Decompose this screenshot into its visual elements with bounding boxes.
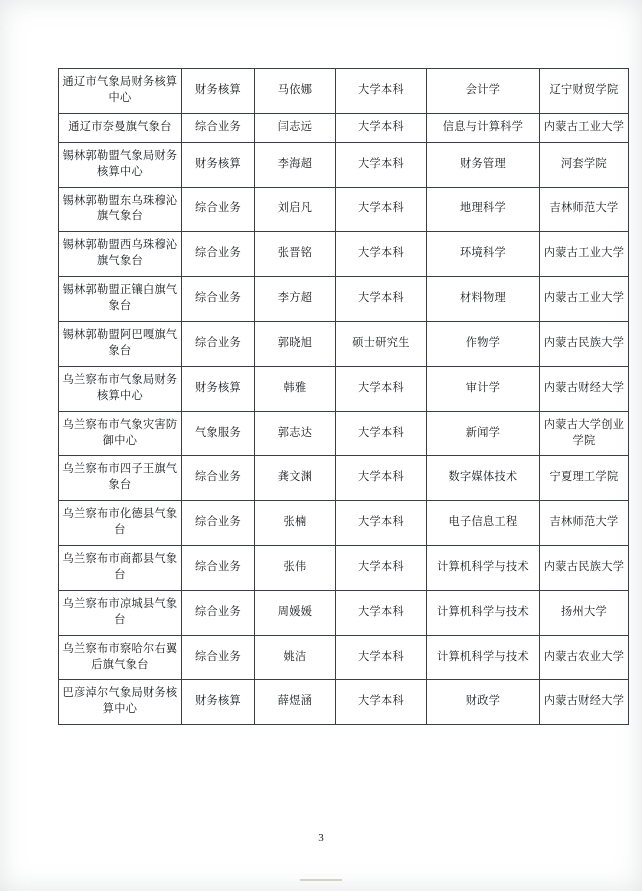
cell-post: 气象服务 — [182, 411, 255, 456]
cell-unit: 锡林郭勒盟正镶白旗气象台 — [59, 277, 182, 322]
cell-post: 财务核算 — [182, 69, 255, 114]
cell-unit: 乌兰察布市气象灾害防御中心 — [59, 411, 182, 456]
table-row — [59, 232, 629, 277]
table-row — [59, 113, 629, 142]
cell-school: 内蒙古民族大学 — [540, 321, 629, 366]
cell-name: 张晋铭 — [255, 232, 336, 277]
cell-post: 综合业务 — [182, 277, 255, 322]
cell-major: 财务管理 — [427, 142, 540, 187]
cell-post: 综合业务 — [182, 321, 255, 366]
table-row — [59, 501, 629, 546]
cell-name: 韩雅 — [255, 366, 336, 411]
cell-unit: 乌兰察布市察哈尔右翼后旗气象台 — [59, 635, 182, 680]
cell-degree: 大学本科 — [336, 142, 427, 187]
cell-unit: 乌兰察布市凉城县气象台 — [59, 590, 182, 635]
table-row — [59, 277, 629, 322]
cell-major: 地理科学 — [427, 187, 540, 232]
cell-name: 闫志远 — [255, 113, 336, 142]
cell-name: 周媛媛 — [255, 590, 336, 635]
cell-post: 财务核算 — [182, 366, 255, 411]
personnel-table — [58, 68, 629, 725]
cell-name: 郭志达 — [255, 411, 336, 456]
cell-school: 扬州大学 — [540, 590, 629, 635]
cell-unit: 锡林郭勒盟气象局财务核算中心 — [59, 142, 182, 187]
cell-unit: 乌兰察布市气象局财务核算中心 — [59, 366, 182, 411]
cell-post: 综合业务 — [182, 590, 255, 635]
cell-major: 计算机科学与技术 — [427, 546, 540, 591]
table-row — [59, 635, 629, 680]
table-row — [59, 366, 629, 411]
cell-name: 龚文渊 — [255, 456, 336, 501]
cell-degree: 大学本科 — [336, 590, 427, 635]
cell-degree: 大学本科 — [336, 546, 427, 591]
cell-degree: 大学本科 — [336, 113, 427, 142]
cell-degree: 大学本科 — [336, 411, 427, 456]
table-row — [59, 187, 629, 232]
cell-major: 信息与计算科学 — [427, 113, 540, 142]
cell-major: 电子信息工程 — [427, 501, 540, 546]
cell-post: 综合业务 — [182, 113, 255, 142]
cell-school: 河套学院 — [540, 142, 629, 187]
cell-unit: 锡林郭勒盟西乌珠穆沁旗气象台 — [59, 232, 182, 277]
cell-major: 材料物理 — [427, 277, 540, 322]
cell-school: 内蒙古民族大学 — [540, 546, 629, 591]
cell-unit: 锡林郭勒盟阿巴嘎旗气象台 — [59, 321, 182, 366]
cell-name: 李海超 — [255, 142, 336, 187]
cell-post: 财务核算 — [182, 142, 255, 187]
cell-unit: 通辽市气象局财务核算中心 — [59, 69, 182, 114]
cell-post: 综合业务 — [182, 546, 255, 591]
cell-major: 财政学 — [427, 680, 540, 725]
cell-name: 张伟 — [255, 546, 336, 591]
cell-major: 计算机科学与技术 — [427, 590, 540, 635]
cell-major: 审计学 — [427, 366, 540, 411]
table-container — [58, 68, 625, 725]
cell-unit: 锡林郭勒盟东乌珠穆沁旗气象台 — [59, 187, 182, 232]
page-number: 3 — [318, 832, 324, 844]
cell-school: 宁夏理工学院 — [540, 456, 629, 501]
cell-major: 环境科学 — [427, 232, 540, 277]
cell-school: 内蒙古农业大学 — [540, 635, 629, 680]
cell-degree: 大学本科 — [336, 366, 427, 411]
table-row — [59, 411, 629, 456]
cell-degree: 大学本科 — [336, 501, 427, 546]
cell-school: 吉林师范大学 — [540, 187, 629, 232]
table-body — [59, 69, 629, 725]
cell-degree: 硕士研究生 — [336, 321, 427, 366]
cell-name: 李方超 — [255, 277, 336, 322]
cell-school: 内蒙古工业大学 — [540, 232, 629, 277]
cell-degree: 大学本科 — [336, 456, 427, 501]
table-row — [59, 69, 629, 114]
cell-name: 刘启凡 — [255, 187, 336, 232]
cell-name: 姚洁 — [255, 635, 336, 680]
cell-major: 会计学 — [427, 69, 540, 114]
cell-school: 内蒙古财经大学 — [540, 366, 629, 411]
cell-name: 郭晓旭 — [255, 321, 336, 366]
cell-post: 综合业务 — [182, 187, 255, 232]
cell-school: 内蒙古大学创业学院 — [540, 411, 629, 456]
cell-unit: 乌兰察布市商都县气象台 — [59, 546, 182, 591]
cell-major: 数字媒体技术 — [427, 456, 540, 501]
cell-school: 内蒙古工业大学 — [540, 277, 629, 322]
cell-degree: 大学本科 — [336, 680, 427, 725]
cell-name: 马依娜 — [255, 69, 336, 114]
cell-post: 综合业务 — [182, 232, 255, 277]
cell-name: 薛煜涵 — [255, 680, 336, 725]
cell-unit: 巴彦淖尔气象局财务核算中心 — [59, 680, 182, 725]
cell-name: 张楠 — [255, 501, 336, 546]
cell-degree: 大学本科 — [336, 187, 427, 232]
cell-school: 吉林师范大学 — [540, 501, 629, 546]
cell-unit: 乌兰察布市化德县气象台 — [59, 501, 182, 546]
table-row — [59, 546, 629, 591]
table-row — [59, 321, 629, 366]
cell-degree: 大学本科 — [336, 277, 427, 322]
cell-unit: 乌兰察布市四子王旗气象台 — [59, 456, 182, 501]
table-row — [59, 680, 629, 725]
table-row — [59, 142, 629, 187]
cell-post: 综合业务 — [182, 635, 255, 680]
cell-major: 新闻学 — [427, 411, 540, 456]
cell-major: 计算机科学与技术 — [427, 635, 540, 680]
cell-degree: 大学本科 — [336, 635, 427, 680]
cell-school: 内蒙古财经大学 — [540, 680, 629, 725]
table-row — [59, 590, 629, 635]
cell-post: 综合业务 — [182, 501, 255, 546]
cell-school: 内蒙古工业大学 — [540, 113, 629, 142]
cell-unit: 通辽市奈曼旗气象台 — [59, 113, 182, 142]
cell-degree: 大学本科 — [336, 232, 427, 277]
cell-school: 辽宁财贸学院 — [540, 69, 629, 114]
cell-post: 财务核算 — [182, 680, 255, 725]
cell-degree: 大学本科 — [336, 69, 427, 114]
cell-major: 作物学 — [427, 321, 540, 366]
table-row — [59, 456, 629, 501]
cell-post: 综合业务 — [182, 456, 255, 501]
footer-mark — [300, 879, 342, 881]
